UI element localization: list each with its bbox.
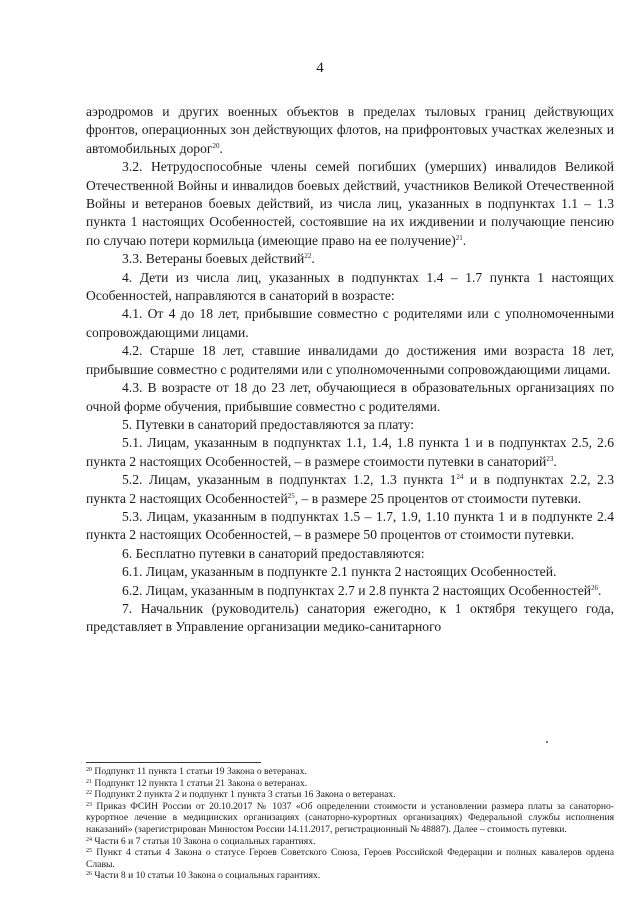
paragraph-4-2: 4.2. Старше 18 лет, ставшие инвалидами до достижения ими возраста 18 лет, прибывшие совместно с родителями или с уполномоченными сопровождающими лицами. <box>86 343 614 377</box>
document-body <box>86 103 614 637</box>
footnote: $^{20}$ Подпункт 11 пункта 1 статьи 19 Закона о ветеранах. <box>86 766 307 777</box>
paragraph-5-3: 5.3. Лицам, указанным в подпунктах 1.5 – 1.7, 1.9, 1.10 пункта 1 и в подпункте 2.4 пункта 2 настоящих Особенностей, – в размере 50 процентов от стоимости путевки. <box>86 508 614 543</box>
footnote-separator <box>86 762 261 763</box>
paragraph-6-1: 6.1. Лицам, указанным в подпункте 2.1 пункта 2 настоящих Особенностей. <box>122 564 557 580</box>
paragraph-3-2: 3.2. Нетрудоспособные члены семей погибших (умерших) инвалидов Великой Отечественной Войны и инвалидов боевых действий, участников Великой Отечественной Войны и ветеранов боевых действий, из числа лиц, указанных в подпунктах 1.1 – 1.3 пункта 1 настоящих Особенностей, состоявшие на их иждивении и получающие пенсию по случаю потери кормильца (имеющие право на ее получение)$^{21}$. <box>86 159 614 248</box>
footnote: $^{21}$ Подпункт 12 пункта 1 статьи 21 Закона о ветеранах. <box>86 777 308 789</box>
paragraph-7: 7. Начальник (руководитель) санатория ежегодно, к 1 октября текущего года, представляет в Управление организации медико-санитарного <box>86 600 614 635</box>
paragraph-3-3: 3.3. Ветераны боевых действий$^{22}$. <box>122 251 315 267</box>
footnotes <box>86 766 614 882</box>
scan-speck <box>546 741 548 743</box>
paragraph-4: 4. Дети из числа лиц, указанных в подпунктах 1.4 – 1.7 пункта 1 настоящих Особенностей, направляются в санаторий в возрасте: <box>86 269 614 304</box>
paragraph-6: 6. Бесплатно путевки в санаторий предоставляются: <box>122 545 425 561</box>
footnote: $^{26}$ Части 8 и 10 статьи 10 Закона о социальных гарантиях. <box>86 870 321 882</box>
paragraph-5-2: 5.2. Лицам, указанным в подпунктах 1.2, 1.3 пункта $1^{24}$ и в подпунктах 2.2, 2.3 пункта 2 настоящих Особенностей$^{25}$, – в размере 25 процентов от стоимости путевки. <box>86 472 614 506</box>
footnote: $^{22}$ Подпункт 2 пункта 2 и подпункт 1 пункта 3 статьи 16 Закона о ветеранах. <box>86 789 396 801</box>
paragraph-continuation: аэродромов и других военных объектов в пределах тыловых границ действующих фронтов, операционных зон действующих флотов, на прифронтовых участках железных и автомобильных дорог$^{20}$. <box>86 104 614 156</box>
paragraph-5: 5. Путевки в санаторий предоставляются за плату: <box>122 416 415 432</box>
footnote: $^{25}$ Пункт 4 статьи 4 Закона о статусе Героев Советского Союза, Героев Российской Федерации и полных кавалеров ордена Славы. <box>86 847 614 870</box>
footnote: $^{23}$ Приказ ФСИН России от 20.10.2017 № 1037 «Об определении стоимости и установлении размера платы за санаторно-курортное лечение в медицинских организациях (санаторно-курортных организациях) Федеральной службы исполнения наказаний» (зарегистрирован Минюстом России 14.11.2017, регистрационный № 48887). Далее – стоимость путевки. <box>86 800 614 835</box>
paragraph-4-3: 4.3. В возрасте от 18 до 23 лет, обучающиеся в образовательных организациях по очной форме обучения, прибывшие совместно с родителями. <box>86 380 614 414</box>
paragraph-6-2: 6.2. Лицам, указанным в подпунктах 2.7 и 2.8 пункта 2 настоящих Особенностей$^{26}$. <box>122 582 602 598</box>
paragraph-4-1: 4.1. От 4 до 18 лет, прибывшие совместно с родителями или с уполномоченными сопровождающими лицами. <box>86 306 614 340</box>
page-number: 4 <box>316 60 324 76</box>
footnote: $^{24}$ Части 6 и 7 статьи 10 Закона о социальных гарантиях. <box>86 835 316 847</box>
paragraph-5-1: 5.1. Лицам, указанным в подпунктах 1.1, 1.4, 1.8 пункта 1 и в подпунктах 2.5, 2.6 пункта 2 настоящих Особенностей, – в размере стоимости путевки в санаторий$^{23}$. <box>86 435 614 469</box>
